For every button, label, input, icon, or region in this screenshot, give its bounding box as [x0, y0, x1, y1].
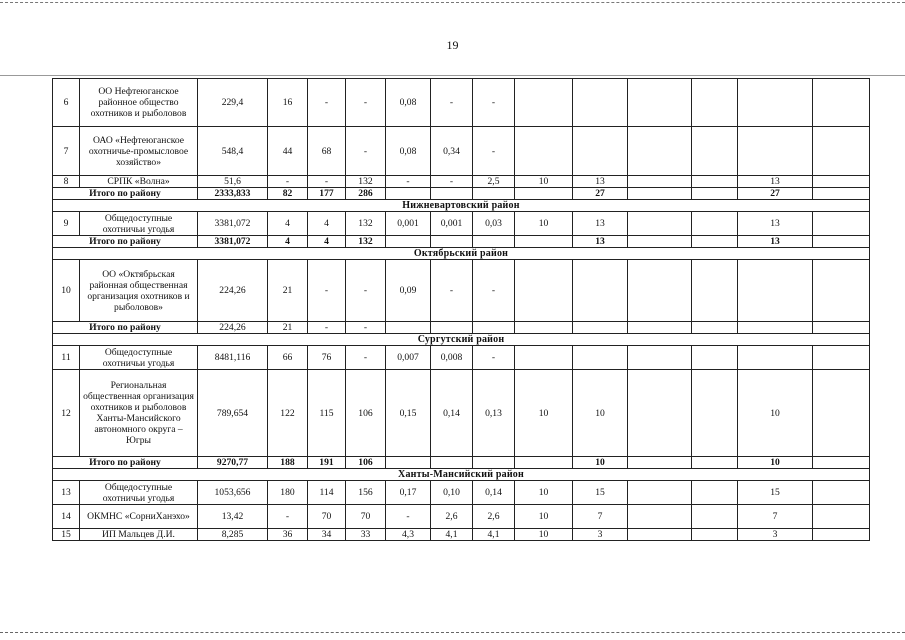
cell	[813, 322, 870, 334]
cell: 10	[515, 212, 573, 236]
cell: 7	[738, 505, 813, 529]
cell: 10	[738, 370, 813, 457]
area-cell: 224,26	[198, 322, 268, 334]
cell: 0,007	[386, 346, 431, 370]
cell: 70	[346, 505, 386, 529]
cell: 10	[738, 457, 813, 469]
cell: 76	[308, 346, 346, 370]
scan-edge-bottom	[0, 632, 905, 633]
area-cell: 3381,072	[198, 236, 268, 248]
cell	[628, 370, 692, 457]
hunting-quota-table	[52, 78, 870, 541]
cell	[813, 457, 870, 469]
cell: 10	[515, 481, 573, 505]
area-cell: 9270,77	[198, 457, 268, 469]
section-title: Ханты-Мансийский район	[53, 469, 870, 481]
row-number: 11	[53, 346, 80, 370]
cell: 70	[308, 505, 346, 529]
cell: 68	[308, 127, 346, 176]
cell	[628, 457, 692, 469]
cell	[628, 212, 692, 236]
cell: 15	[738, 481, 813, 505]
cell	[628, 505, 692, 529]
cell	[628, 236, 692, 248]
cell	[692, 481, 738, 505]
table-row	[53, 260, 870, 322]
cell: 27	[738, 188, 813, 200]
cell: 4	[308, 212, 346, 236]
district-total-row	[53, 188, 870, 200]
table-row	[53, 212, 870, 236]
cell	[813, 481, 870, 505]
cell: 21	[268, 322, 308, 334]
cell: -	[431, 260, 473, 322]
section-title: Сургутский район	[53, 334, 870, 346]
cell: 10	[515, 529, 573, 541]
area-cell: 8481,116	[198, 346, 268, 370]
total-label: Итого по району	[53, 236, 198, 248]
table-row	[53, 79, 870, 127]
cell: 4,1	[431, 529, 473, 541]
cell: 115	[308, 370, 346, 457]
district-total-row	[53, 322, 870, 334]
cell: 0,08	[386, 127, 431, 176]
cell	[813, 505, 870, 529]
cell	[386, 236, 431, 248]
cell	[813, 236, 870, 248]
user-name: Общедоступные охотничьи угодья	[80, 346, 198, 370]
cell	[473, 457, 515, 469]
cell: 0,008	[431, 346, 473, 370]
row-number: 15	[53, 529, 80, 541]
total-label: Итого по району	[53, 322, 198, 334]
row-number: 9	[53, 212, 80, 236]
cell	[628, 79, 692, 127]
cell	[628, 260, 692, 322]
cell	[431, 188, 473, 200]
cell: 10	[515, 176, 573, 188]
cell: 156	[346, 481, 386, 505]
cell: 0,03	[473, 212, 515, 236]
cell: -	[308, 176, 346, 188]
cell: 10	[573, 457, 628, 469]
section-title: Октябрьский район	[53, 248, 870, 260]
area-cell: 224,26	[198, 260, 268, 322]
cell: 10	[515, 505, 573, 529]
cell: 0,14	[473, 481, 515, 505]
cell	[628, 481, 692, 505]
cell	[431, 236, 473, 248]
cell: 106	[346, 457, 386, 469]
cell	[692, 322, 738, 334]
cell	[515, 127, 573, 176]
cell	[813, 346, 870, 370]
cell	[628, 529, 692, 541]
cell: 7	[573, 505, 628, 529]
cell	[515, 188, 573, 200]
cell: 13	[573, 176, 628, 188]
cell: -	[346, 346, 386, 370]
cell	[473, 322, 515, 334]
table-row	[53, 505, 870, 529]
cell	[813, 260, 870, 322]
cell: -	[346, 322, 386, 334]
user-name: ОО Нефтеюганское районное общество охотников и рыболовов	[80, 79, 198, 127]
area-cell: 8,285	[198, 529, 268, 541]
cell: 10	[573, 370, 628, 457]
section-header-row	[53, 248, 870, 260]
cell: 0,15	[386, 370, 431, 457]
page-divider	[0, 75, 905, 76]
cell: -	[308, 79, 346, 127]
cell: 34	[308, 529, 346, 541]
cell	[692, 127, 738, 176]
cell: 0,13	[473, 370, 515, 457]
row-number: 10	[53, 260, 80, 322]
area-cell: 789,654	[198, 370, 268, 457]
cell	[573, 260, 628, 322]
cell	[813, 176, 870, 188]
cell	[738, 346, 813, 370]
cell	[738, 322, 813, 334]
cell	[813, 127, 870, 176]
user-name: ИП Мальцев Д.И.	[80, 529, 198, 541]
cell: 13	[573, 236, 628, 248]
cell	[515, 260, 573, 322]
cell	[692, 370, 738, 457]
cell	[692, 346, 738, 370]
table-row	[53, 481, 870, 505]
cell: 3	[738, 529, 813, 541]
cell: 0,17	[386, 481, 431, 505]
area-cell: 3381,072	[198, 212, 268, 236]
cell	[628, 127, 692, 176]
area-cell: 13,42	[198, 505, 268, 529]
cell: -	[386, 176, 431, 188]
cell: -	[308, 260, 346, 322]
cell	[473, 236, 515, 248]
cell: 0,08	[386, 79, 431, 127]
row-number: 12	[53, 370, 80, 457]
cell	[692, 188, 738, 200]
row-number: 7	[53, 127, 80, 176]
cell	[692, 176, 738, 188]
cell	[692, 260, 738, 322]
cell: -	[346, 79, 386, 127]
cell	[515, 79, 573, 127]
section-header-row	[53, 469, 870, 481]
cell: 15	[573, 481, 628, 505]
cell: 114	[308, 481, 346, 505]
cell: 132	[346, 176, 386, 188]
cell	[515, 236, 573, 248]
area-cell: 548,4	[198, 127, 268, 176]
cell: -	[473, 260, 515, 322]
row-number: 14	[53, 505, 80, 529]
cell	[738, 127, 813, 176]
cell: -	[346, 260, 386, 322]
table-row	[53, 127, 870, 176]
cell	[573, 322, 628, 334]
cell	[515, 457, 573, 469]
cell: 66	[268, 346, 308, 370]
section-header-row	[53, 200, 870, 212]
cell: 177	[308, 188, 346, 200]
cell	[813, 188, 870, 200]
scan-edge-top	[0, 2, 905, 3]
cell: 0,001	[431, 212, 473, 236]
table-row	[53, 346, 870, 370]
area-cell: 229,4	[198, 79, 268, 127]
user-name: ОАО «Нефтеюганское охотничье-промысловое хозяйство»	[80, 127, 198, 176]
cell: -	[473, 79, 515, 127]
section-header-row	[53, 334, 870, 346]
total-label: Итого по району	[53, 457, 198, 469]
cell: -	[308, 322, 346, 334]
cell: 188	[268, 457, 308, 469]
cell: 13	[738, 212, 813, 236]
cell: 132	[346, 212, 386, 236]
page-number: 19	[446, 38, 459, 52]
table-row	[53, 176, 870, 188]
cell: 44	[268, 127, 308, 176]
district-total-row	[53, 236, 870, 248]
cell: 106	[346, 370, 386, 457]
cell	[692, 529, 738, 541]
cell	[692, 236, 738, 248]
cell: 0,10	[431, 481, 473, 505]
total-label: Итого по району	[53, 188, 198, 200]
cell: 10	[515, 370, 573, 457]
cell: 0,14	[431, 370, 473, 457]
cell: 36	[268, 529, 308, 541]
district-total-row	[53, 457, 870, 469]
table-row	[53, 370, 870, 457]
cell: -	[473, 346, 515, 370]
cell: 3	[573, 529, 628, 541]
cell	[573, 346, 628, 370]
cell: 82	[268, 188, 308, 200]
cell	[628, 188, 692, 200]
cell: 2,6	[431, 505, 473, 529]
cell	[738, 260, 813, 322]
user-name: Общедоступные охотничьи угодья	[80, 212, 198, 236]
cell: -	[431, 79, 473, 127]
cell: 4	[268, 236, 308, 248]
cell: -	[473, 127, 515, 176]
user-name: Общедоступные охотничьи угодья	[80, 481, 198, 505]
cell	[431, 322, 473, 334]
cell: 33	[346, 529, 386, 541]
cell: 13	[738, 236, 813, 248]
cell: 13	[738, 176, 813, 188]
cell	[515, 346, 573, 370]
user-name: ОКМНС «СорниХанэхо»	[80, 505, 198, 529]
cell	[573, 79, 628, 127]
cell: 4	[268, 212, 308, 236]
cell: 2,6	[473, 505, 515, 529]
cell	[813, 529, 870, 541]
area-cell: 2333,833	[198, 188, 268, 200]
cell: 27	[573, 188, 628, 200]
cell: -	[386, 505, 431, 529]
cell	[738, 79, 813, 127]
cell	[628, 346, 692, 370]
cell: 132	[346, 236, 386, 248]
cell: -	[268, 505, 308, 529]
cell	[386, 457, 431, 469]
row-number: 6	[53, 79, 80, 127]
cell	[692, 505, 738, 529]
cell: 122	[268, 370, 308, 457]
cell: 0,001	[386, 212, 431, 236]
cell: 191	[308, 457, 346, 469]
cell	[628, 322, 692, 334]
cell: -	[346, 127, 386, 176]
section-title: Нижневартовский район	[53, 200, 870, 212]
cell	[573, 127, 628, 176]
cell	[628, 176, 692, 188]
user-name: СРПК «Волна»	[80, 176, 198, 188]
cell	[692, 457, 738, 469]
area-cell: 1053,656	[198, 481, 268, 505]
cell: 21	[268, 260, 308, 322]
cell	[386, 188, 431, 200]
cell: 4	[308, 236, 346, 248]
cell	[813, 370, 870, 457]
cell	[692, 79, 738, 127]
cell: 180	[268, 481, 308, 505]
cell: 286	[346, 188, 386, 200]
cell	[386, 322, 431, 334]
cell: 0,09	[386, 260, 431, 322]
cell: -	[268, 176, 308, 188]
table-row	[53, 529, 870, 541]
cell	[813, 212, 870, 236]
row-number: 13	[53, 481, 80, 505]
cell: 13	[573, 212, 628, 236]
cell: 4,1	[473, 529, 515, 541]
cell: 2,5	[473, 176, 515, 188]
cell	[431, 457, 473, 469]
area-cell: 51,6	[198, 176, 268, 188]
cell	[692, 212, 738, 236]
cell: 0,34	[431, 127, 473, 176]
cell: 16	[268, 79, 308, 127]
row-number: 8	[53, 176, 80, 188]
cell	[515, 322, 573, 334]
cell	[813, 79, 870, 127]
cell: -	[431, 176, 473, 188]
cell	[473, 188, 515, 200]
user-name: ОО «Октябрьская районная общественная организация охотников и рыболовов»	[80, 260, 198, 322]
cell: 4,3	[386, 529, 431, 541]
user-name: Региональная общественная организация охотников и рыболовов Ханты-Мансийского автономного округа – Югры	[80, 370, 198, 457]
